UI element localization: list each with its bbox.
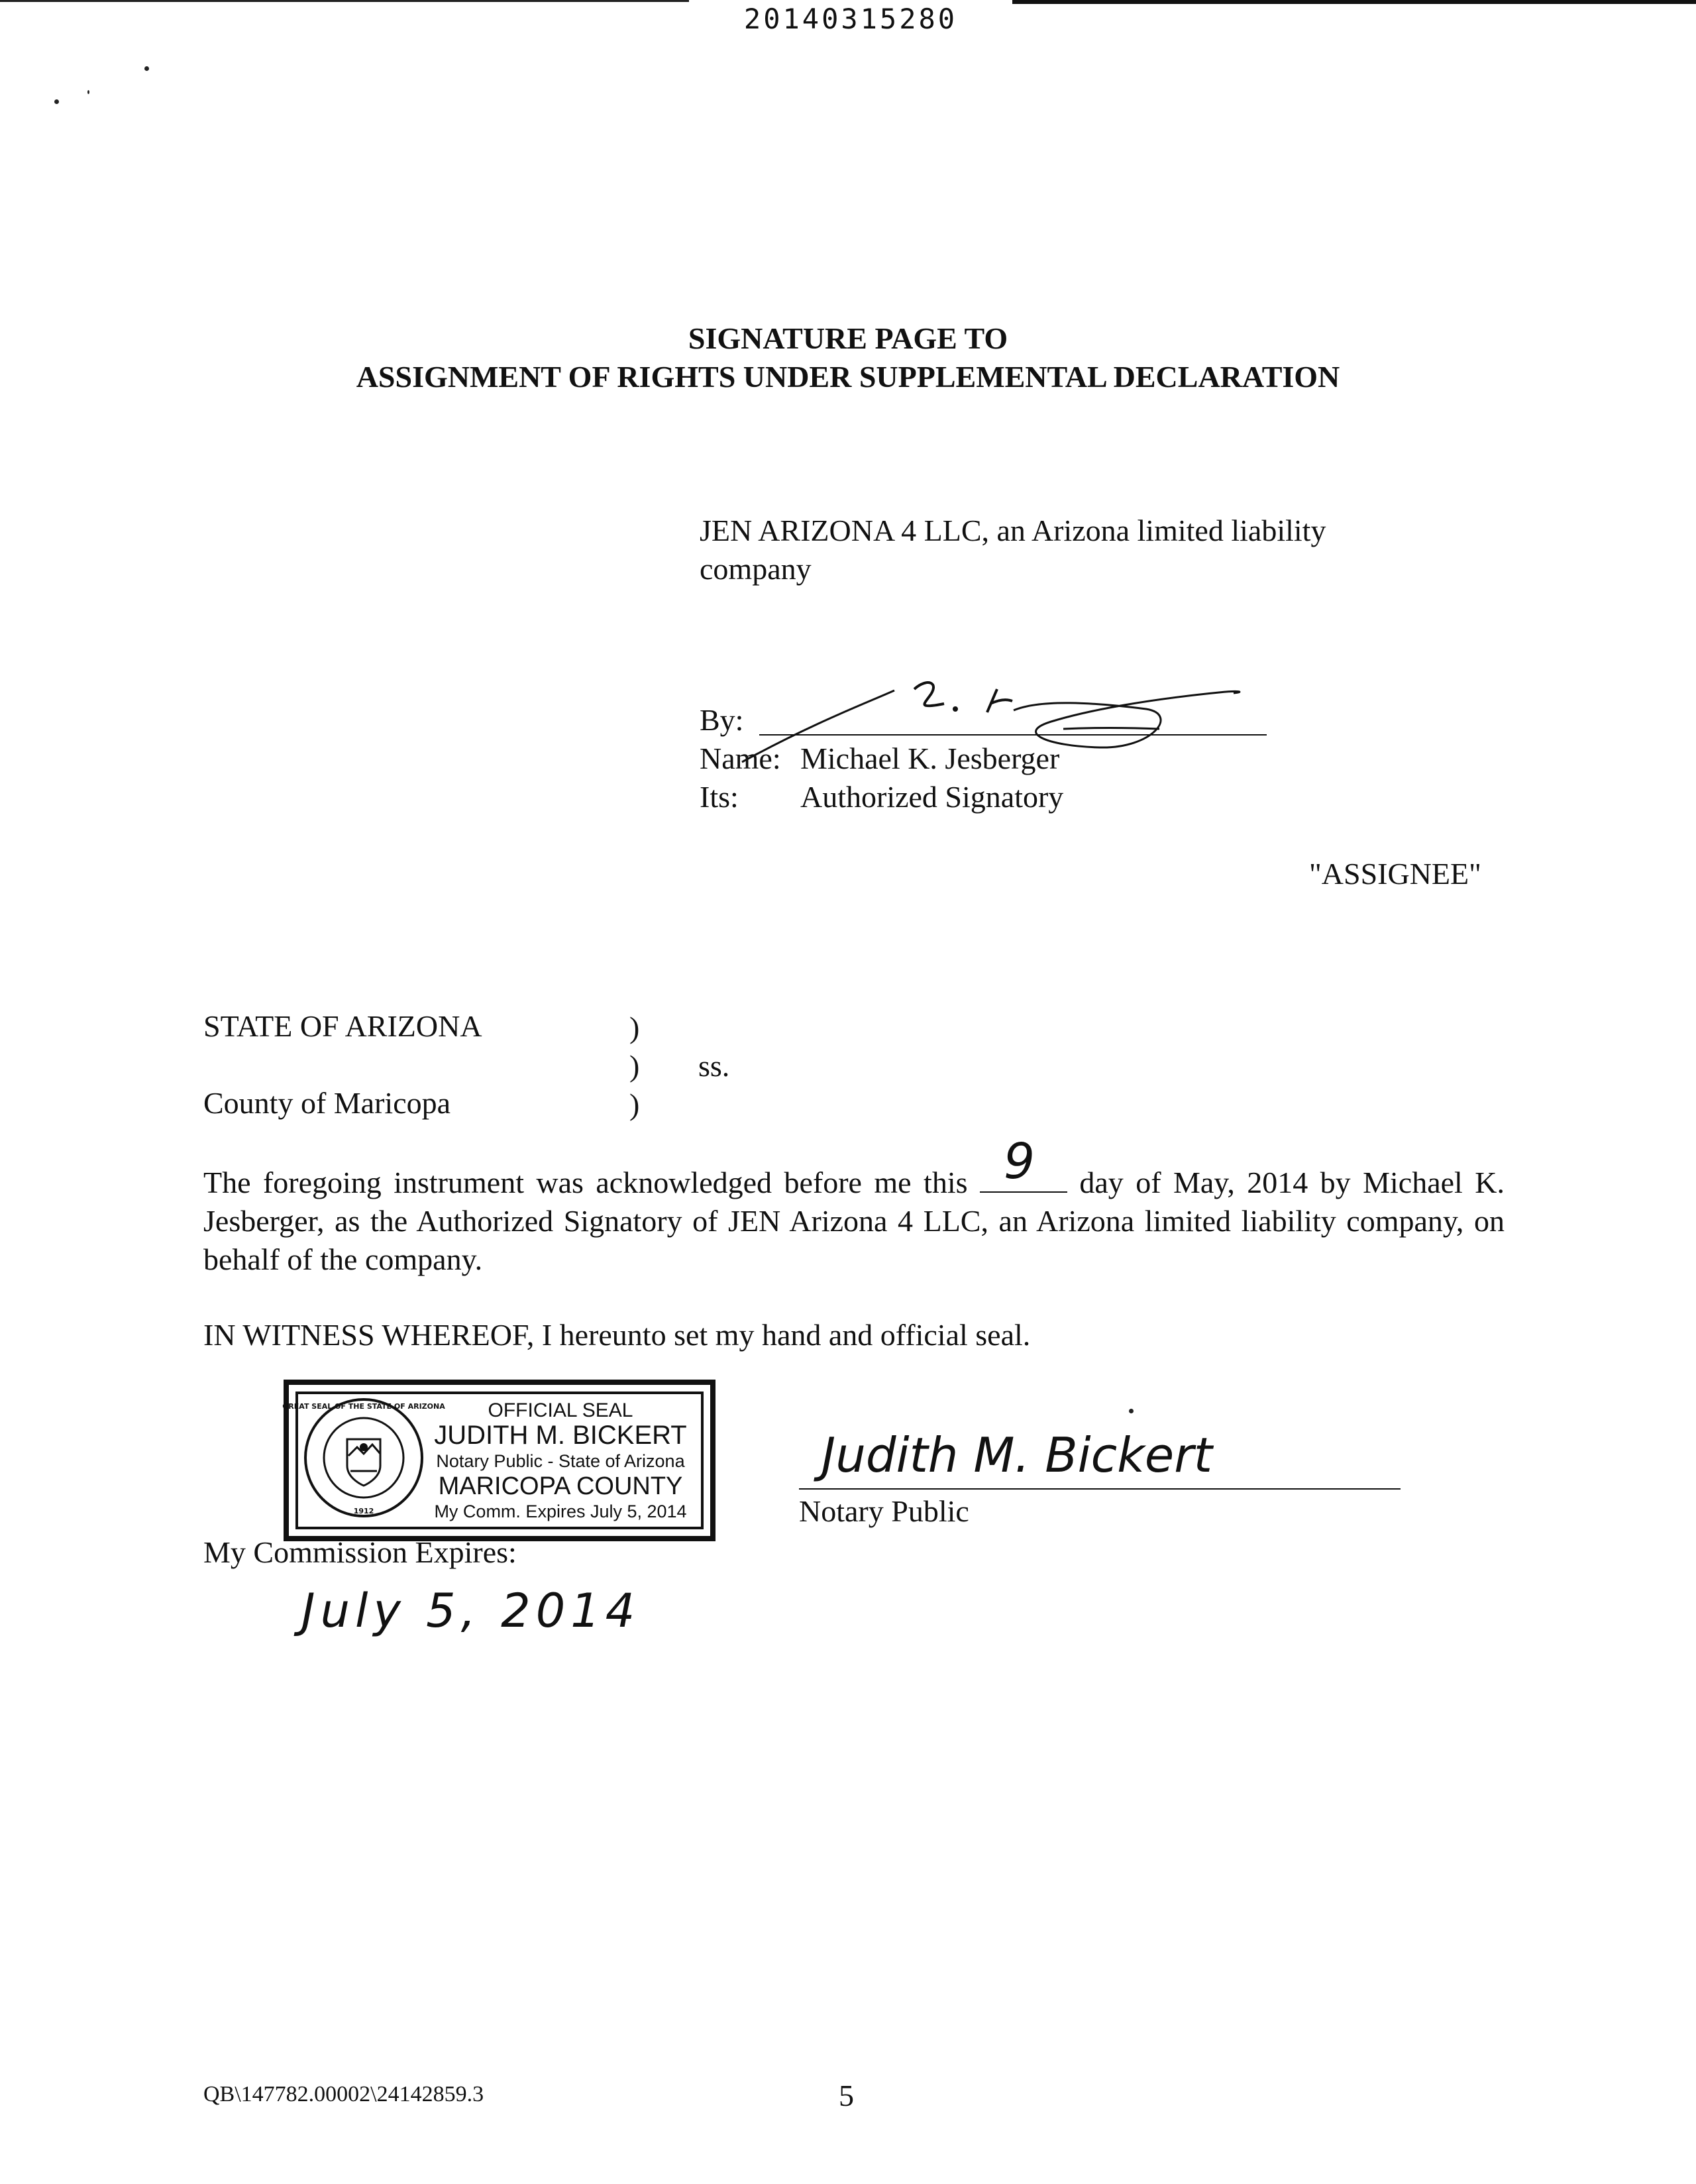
venue-paren-1: ) xyxy=(629,1010,640,1044)
acknowledgment-paragraph xyxy=(203,1133,1505,1279)
state-seal-icon xyxy=(282,1393,445,1525)
notary-stamp xyxy=(284,1380,716,1541)
venue-county: County of Maricopa xyxy=(203,1086,451,1120)
top-rule-left xyxy=(0,0,689,2)
venue-state: STATE OF ARIZONA xyxy=(203,1009,482,1043)
seal-expiration: My Comm. Expires July 5, 2014 xyxy=(434,1502,687,1521)
its-label: Its: xyxy=(700,780,739,814)
top-rule-right xyxy=(1012,0,1696,4)
title-line-2: ASSIGNMENT OF RIGHTS UNDER SUPPLEMENTAL DECLARATION xyxy=(356,360,1340,394)
recording-number: 20140315280 xyxy=(743,3,958,35)
scan-speck xyxy=(54,99,59,104)
seal-county: MARICOPA COUNTY xyxy=(438,1472,683,1500)
commission-label: My Commission Expires: xyxy=(203,1535,517,1569)
seal-ring-text: GREAT SEAL OF THE STATE OF ARIZONA xyxy=(282,1402,445,1411)
signer-title: Authorized Signatory xyxy=(800,780,1064,814)
witness-clause: IN WITNESS WHEREOF, I hereunto set my hand and official seal. xyxy=(203,1318,1031,1352)
commission-date-handwritten: July 5, 2014 xyxy=(301,1584,641,1638)
venue-ss: ss. xyxy=(698,1049,730,1083)
seal-notary-name: JUDITH M. BICKERT xyxy=(434,1421,687,1450)
scan-speck xyxy=(144,66,149,71)
scan-speck xyxy=(1129,1409,1134,1413)
acknowledgment-after-day: day of May, 2014 by Michael K. Jesberger, as the Authorized Signatory of JEN Arizona 4 LLC, an Arizona limited liability company, on behalf of the company. xyxy=(203,1166,1505,1276)
acknowledgment-before-day: The foregoing instrument was acknowledged before me this xyxy=(203,1166,968,1199)
assignee-role: "ASSIGNEE" xyxy=(1309,857,1481,891)
seal-line-3: Notary Public - State of Arizona xyxy=(436,1451,685,1471)
title-line-1: SIGNATURE PAGE TO xyxy=(688,321,1008,355)
venue-paren-2: ) xyxy=(629,1049,640,1083)
day-blank xyxy=(980,1133,1067,1193)
notary-signature-line xyxy=(799,1488,1401,1490)
signer-name: Michael K. Jesberger xyxy=(800,741,1060,775)
name-label: Name: xyxy=(700,741,781,775)
notary-signature: Judith M. Bickert xyxy=(822,1427,1213,1483)
assignee-entity-line-1: JEN ARIZONA 4 LLC, an Arizona limited liability xyxy=(700,514,1326,547)
page-number: 5 xyxy=(839,2079,854,2112)
by-label: By: xyxy=(700,703,744,737)
notary-public-label: Notary Public xyxy=(799,1494,969,1528)
scan-speck xyxy=(87,90,89,94)
document-id: QB\147782.00002\24142859.3 xyxy=(203,2082,484,2106)
seal-year: 1912 xyxy=(353,1507,374,1515)
venue-paren-3: ) xyxy=(629,1087,640,1121)
assignee-entity-line-2: company xyxy=(700,552,812,586)
handwritten-day: 9 xyxy=(1003,1133,1035,1190)
seal-line-1: OFFICIAL SEAL xyxy=(488,1399,633,1421)
